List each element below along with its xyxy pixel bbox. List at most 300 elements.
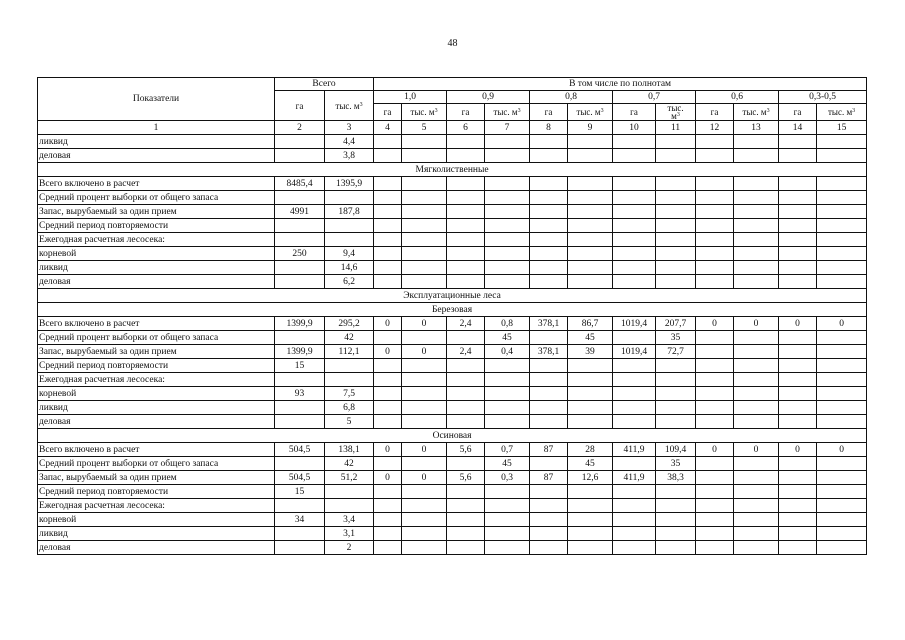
cell-col-14 [779,387,817,401]
cell-col-13 [734,387,779,401]
cell-col-7 [485,359,530,373]
column-number: 1 [38,121,275,135]
cell-col-6 [447,191,485,205]
cell-col-13 [734,135,779,149]
cell-col-14 [779,541,817,555]
cell-col-12 [696,485,734,499]
table-row [38,485,867,499]
cell-col-3: 14,6 [325,261,374,275]
cell-col-15 [817,471,867,485]
cell-col-11: 35 [656,457,696,471]
cell-col-12 [696,261,734,275]
cell-col-6: 5,6 [447,471,485,485]
cell-col-5 [402,247,447,261]
cell-col-15 [817,513,867,527]
cell-col-4 [374,499,402,513]
cell-col-12 [696,513,734,527]
cell-col-3: 3,4 [325,513,374,527]
cell-col-7 [485,275,530,289]
cell-col-15 [817,247,867,261]
cell-col-9 [568,247,613,261]
cell-col-11 [656,373,696,387]
cell-col-3: 295,2 [325,317,374,331]
cell-col-6 [447,457,485,471]
cell-col-5 [402,457,447,471]
cell-col-11 [656,499,696,513]
cell-col-10 [613,247,656,261]
cell-col-7 [485,135,530,149]
row-label: Всего включено в расчет [38,443,275,457]
column-number: 3 [325,121,374,135]
header-by-density: В том числе по полнотам [374,78,867,91]
cell-col-3: 4,4 [325,135,374,149]
cell-col-14 [779,135,817,149]
cell-col-7 [485,485,530,499]
cell-col-5 [402,401,447,415]
table-row [38,359,867,373]
column-number-row [38,121,867,135]
cell-col-8: 87 [530,471,568,485]
cell-col-15 [817,331,867,345]
cell-col-13 [734,401,779,415]
cell-col-4 [374,233,402,247]
cell-col-6 [447,149,485,163]
cell-col-10: 411,9 [613,471,656,485]
cell-col-9: 86,7 [568,317,613,331]
cell-col-4 [374,373,402,387]
cell-col-10 [613,387,656,401]
cell-col-12 [696,135,734,149]
cell-col-7: 45 [485,331,530,345]
cell-col-2: 250 [275,247,325,261]
table-row [38,191,867,205]
cell-col-5 [402,261,447,275]
column-number: 13 [734,121,779,135]
cell-col-13 [734,457,779,471]
cell-col-6 [447,135,485,149]
column-number: 9 [568,121,613,135]
row-label: Всего включено в расчет [38,177,275,191]
cell-col-3: 187,8 [325,205,374,219]
cutting-area-table [37,77,867,555]
cell-col-4 [374,177,402,191]
cell-col-15 [817,359,867,373]
cell-col-5 [402,485,447,499]
cell-col-8 [530,541,568,555]
cell-col-5 [402,527,447,541]
table-row [38,331,867,345]
row-label: деловая [38,541,275,555]
cell-col-13: 0 [734,317,779,331]
cell-col-13 [734,261,779,275]
cell-col-14 [779,149,817,163]
cell-col-6 [447,499,485,513]
table-row [38,135,867,149]
cell-col-6 [447,177,485,191]
row-label: корневой [38,247,275,261]
row-label: Ежегодная расчетная лесосека: [38,499,275,513]
cell-col-8 [530,387,568,401]
cell-col-6 [447,205,485,219]
column-number: 6 [447,121,485,135]
cell-col-8: 378,1 [530,345,568,359]
cell-col-2 [275,219,325,233]
cell-col-9: 45 [568,331,613,345]
cell-col-2: 15 [275,485,325,499]
cell-col-9: 39 [568,345,613,359]
cell-col-8 [530,275,568,289]
cell-col-6 [447,219,485,233]
page-number: 48 [447,38,458,49]
cell-col-10 [613,177,656,191]
cell-col-4 [374,149,402,163]
header-indicator: Показатели [38,78,275,121]
cell-col-13 [734,191,779,205]
cell-col-9 [568,219,613,233]
cell-col-2 [275,191,325,205]
cell-col-6 [447,387,485,401]
cell-col-14 [779,415,817,429]
cell-col-12: 0 [696,317,734,331]
cell-col-6 [447,485,485,499]
cell-col-5 [402,499,447,513]
cell-col-3: 7,5 [325,387,374,401]
cell-col-2 [275,457,325,471]
cell-col-3: 6,8 [325,401,374,415]
cell-col-5 [402,233,447,247]
header-total: Всего [275,78,374,91]
cell-col-14 [779,471,817,485]
cell-col-3: 42 [325,457,374,471]
header-total-vol: тыс. $м^3$ [325,91,374,121]
cell-col-14 [779,275,817,289]
cell-col-7 [485,261,530,275]
cell-col-13 [734,513,779,527]
cell-col-2: 504,5 [275,471,325,485]
cell-col-8 [530,149,568,163]
cell-col-7: 0,8 [485,317,530,331]
cell-col-2: 15 [275,359,325,373]
cell-col-14 [779,373,817,387]
cell-col-4 [374,135,402,149]
cell-col-9 [568,415,613,429]
cell-col-8 [530,527,568,541]
cell-col-3: 3,8 [325,149,374,163]
cell-col-10 [613,331,656,345]
cell-col-13 [734,331,779,345]
cell-col-14 [779,513,817,527]
cell-col-4 [374,415,402,429]
cell-col-11 [656,177,696,191]
cell-col-11 [656,247,696,261]
cell-col-15 [817,149,867,163]
cell-col-6 [447,247,485,261]
cell-col-7 [485,219,530,233]
section-title: Эксплуатационные леса [38,289,867,303]
table-row [38,219,867,233]
cell-col-3: 9,4 [325,247,374,261]
row-label: Средний процент выборки от общего запаса [38,191,275,205]
cell-col-12: 0 [696,443,734,457]
header-density-5: 0,6 [696,91,779,104]
table-row [38,513,867,527]
cell-col-15 [817,191,867,205]
cell-col-7 [485,401,530,415]
cell-col-7: 45 [485,457,530,471]
cell-col-13 [734,471,779,485]
unit-ha: га [779,104,817,121]
header-row-1 [38,78,867,91]
column-number: 2 [275,121,325,135]
cell-col-7: 0,7 [485,443,530,457]
cell-col-4 [374,205,402,219]
cell-col-7 [485,191,530,205]
cell-col-5: 0 [402,317,447,331]
row-label: деловая [38,275,275,289]
cell-col-12 [696,471,734,485]
cell-col-5 [402,359,447,373]
cell-col-12 [696,233,734,247]
cell-col-4 [374,219,402,233]
row-label: Запас, вырубаемый за один прием [38,345,275,359]
unit-vol: тыс. $м^3$ [485,104,530,121]
cell-col-9 [568,149,613,163]
table-row [38,541,867,555]
row-label: Запас, вырубаемый за один прием [38,205,275,219]
cell-col-3: 138,1 [325,443,374,457]
row-label: Запас, вырубаемый за один прием [38,471,275,485]
row-label: ликвид [38,261,275,275]
cell-col-14 [779,219,817,233]
cell-col-13 [734,499,779,513]
section-row [38,163,867,177]
cell-col-14 [779,527,817,541]
cell-col-3: 2 [325,541,374,555]
cell-col-12 [696,415,734,429]
cell-col-13 [734,359,779,373]
cell-col-4: 0 [374,443,402,457]
unit-ha: га [613,104,656,121]
table-row [38,275,867,289]
cell-col-9 [568,261,613,275]
section-row [38,303,867,317]
cell-col-2 [275,401,325,415]
cell-col-9 [568,485,613,499]
cell-col-14 [779,485,817,499]
cell-col-12 [696,401,734,415]
cell-col-10 [613,261,656,275]
cell-col-9 [568,387,613,401]
table-row [38,149,867,163]
row-label: ликвид [38,401,275,415]
cell-col-9 [568,513,613,527]
cell-col-4 [374,401,402,415]
cell-col-10 [613,415,656,429]
column-number: 11 [656,121,696,135]
cell-col-12 [696,387,734,401]
cell-col-8 [530,219,568,233]
cell-col-4 [374,275,402,289]
cell-col-8 [530,373,568,387]
cell-col-8 [530,359,568,373]
cell-col-8: 87 [530,443,568,457]
cell-col-7 [485,373,530,387]
cell-col-13 [734,373,779,387]
cell-col-11 [656,359,696,373]
cell-col-9 [568,373,613,387]
cell-col-13 [734,205,779,219]
cell-col-14 [779,345,817,359]
cell-col-10 [613,135,656,149]
cell-col-6 [447,527,485,541]
cell-col-8 [530,499,568,513]
cell-col-5: 0 [402,345,447,359]
cell-col-15 [817,275,867,289]
cell-col-12 [696,457,734,471]
cell-col-15 [817,541,867,555]
cell-col-15 [817,387,867,401]
cell-col-15 [817,233,867,247]
cell-col-13 [734,219,779,233]
cell-col-5 [402,387,447,401]
cell-col-2 [275,373,325,387]
cell-col-7 [485,387,530,401]
cell-col-5 [402,135,447,149]
table-row [38,373,867,387]
cell-col-4 [374,247,402,261]
cell-col-12 [696,177,734,191]
cell-col-3: 1395,9 [325,177,374,191]
cell-col-14: 0 [779,317,817,331]
cell-col-11 [656,513,696,527]
unit-ha: га [696,104,734,121]
cell-col-2: 8485,4 [275,177,325,191]
header-total-ha: га [275,91,325,121]
section-title: Березовая [38,303,867,317]
cell-col-12 [696,527,734,541]
cell-col-3 [325,373,374,387]
cell-col-2 [275,149,325,163]
cell-col-7 [485,527,530,541]
cell-col-8 [530,135,568,149]
cell-col-5 [402,541,447,555]
table-row [38,401,867,415]
cell-col-7: 0,4 [485,345,530,359]
cell-col-9 [568,527,613,541]
row-label: Средний период повторяемости [38,359,275,373]
cell-col-14 [779,457,817,471]
cell-col-7 [485,415,530,429]
cell-col-13 [734,527,779,541]
cell-col-8 [530,247,568,261]
cell-col-10 [613,485,656,499]
header-density-3: 0,8 [530,91,613,104]
cell-col-4: 0 [374,317,402,331]
cell-col-4 [374,261,402,275]
row-label: корневой [38,387,275,401]
cell-col-7 [485,513,530,527]
cell-col-2 [275,527,325,541]
cell-col-7 [485,233,530,247]
cell-col-10: 411,9 [613,443,656,457]
cell-col-15 [817,415,867,429]
cell-col-10: 1019,4 [613,317,656,331]
cell-col-11 [656,415,696,429]
header-density-2: 0,9 [447,91,530,104]
cell-col-9: 45 [568,457,613,471]
cell-col-15 [817,205,867,219]
cell-col-4 [374,359,402,373]
cell-col-11 [656,233,696,247]
row-label: деловая [38,415,275,429]
cell-col-6 [447,331,485,345]
cell-col-11 [656,205,696,219]
row-label: Средний процент выборки от общего запаса [38,331,275,345]
cell-col-5 [402,373,447,387]
cell-col-2: 1399,9 [275,317,325,331]
cell-col-11 [656,261,696,275]
cell-col-2: 4991 [275,205,325,219]
cell-col-6 [447,401,485,415]
column-number: 8 [530,121,568,135]
cell-col-13 [734,541,779,555]
section-title: Мягколиственные [38,163,867,177]
cell-col-9: 12,6 [568,471,613,485]
cell-col-13 [734,149,779,163]
cell-col-7 [485,149,530,163]
column-number: 14 [779,121,817,135]
cell-col-6 [447,261,485,275]
cell-col-3: 5 [325,415,374,429]
cell-col-14 [779,261,817,275]
table-row [38,471,867,485]
cell-col-2 [275,233,325,247]
cell-col-5 [402,191,447,205]
cell-col-3 [325,359,374,373]
cell-col-2 [275,415,325,429]
cell-col-15 [817,401,867,415]
cell-col-11 [656,527,696,541]
row-label: Средний период повторяемости [38,219,275,233]
cell-col-6 [447,373,485,387]
cell-col-5 [402,275,447,289]
cell-col-6: 5,6 [447,443,485,457]
cell-col-3: 3,1 [325,527,374,541]
cell-col-15 [817,345,867,359]
cell-col-11 [656,387,696,401]
row-label: Средний период повторяемости [38,485,275,499]
cell-col-11: 109,4 [656,443,696,457]
cell-col-14 [779,331,817,345]
cell-col-6: 2,4 [447,317,485,331]
cell-col-11 [656,485,696,499]
cell-col-2 [275,541,325,555]
cell-col-12 [696,191,734,205]
cell-col-4 [374,191,402,205]
cell-col-12 [696,205,734,219]
cell-col-15 [817,261,867,275]
row-label: Ежегодная расчетная лесосека: [38,233,275,247]
cell-col-6 [447,541,485,555]
row-label: корневой [38,513,275,527]
cell-col-8 [530,177,568,191]
table-row [38,345,867,359]
cell-col-6 [447,359,485,373]
cell-col-12 [696,331,734,345]
unit-vol: тыс. $м^3$ [656,104,696,121]
column-number: 10 [613,121,656,135]
cell-col-2: 1399,9 [275,345,325,359]
